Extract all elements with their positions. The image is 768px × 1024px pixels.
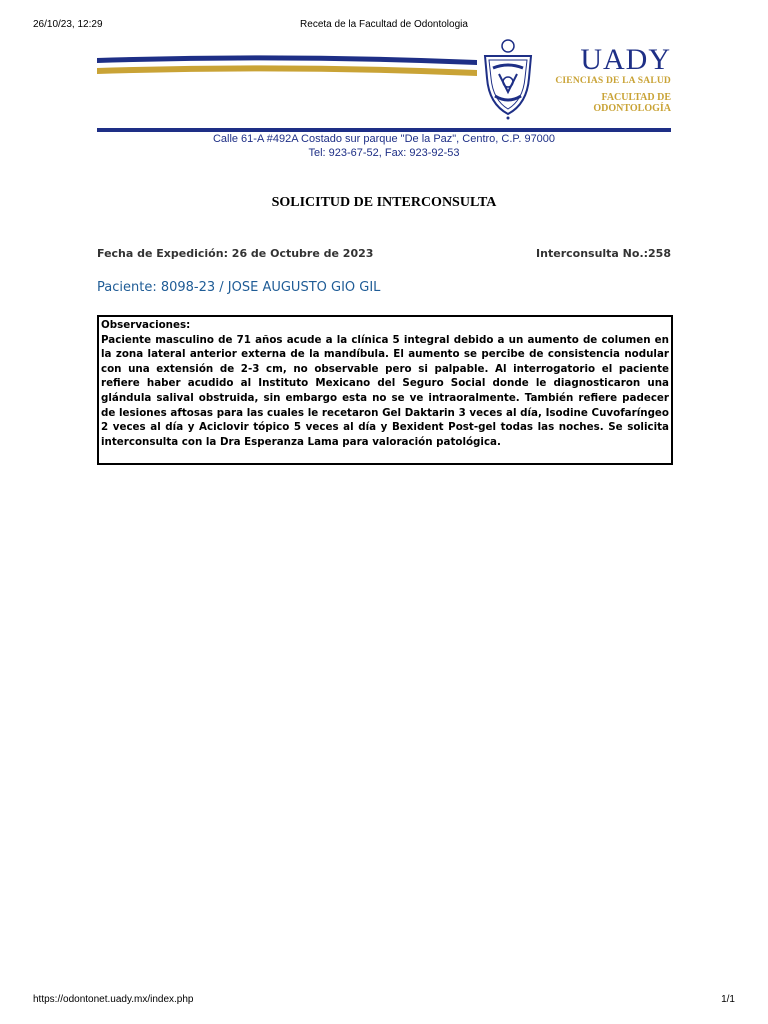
brand-block	[537, 43, 671, 114]
brand-subtitle: CIENCIAS DE LA SALUD	[555, 76, 671, 86]
print-datetime: 26/10/23, 12:29	[33, 19, 103, 30]
print-page-title: Receta de la Facultad de Odontologia	[300, 19, 468, 30]
print-page-number: 1/1	[721, 994, 735, 1005]
university-seal-icon	[479, 38, 537, 120]
faculty-line-2: ODONTOLOGÍA	[593, 103, 671, 114]
issue-date: Fecha de Expedición: 26 de Octubre de 2023	[97, 247, 374, 260]
brand-name: UADY	[580, 43, 671, 76]
address-line: Calle 61-A #492A Costado sur parque "De la Paz", Centro, C.P. 97000	[212, 133, 556, 145]
faculty-line-1: FACULTAD DE	[601, 92, 671, 103]
observations-text: Paciente masculino de 71 años acude a la clínica 5 integral debido a un aumento de columen en la zona lateral anterior externa de la mandíbula. El aumento se percibe de consistencia nodular con una extensión de 2-3 cm, no observable pero si palpable. Al interrogatorio el paciente refiere haber acudido al Instituto Mexicano del Seguro Social donde le diagnosticaron una glándula salival obstruida, sin embargo esta no se ve intraoralmente. También refiere padecer de lesiones aftosas para las cuales le recetaron Gel Daktarin 3 veces al día, Isodine Cuvofaríngeo 2 veces al día y Aciclovir tópico 5 veces al día y Bexident Post-gel todas las noches. Se solicita interconsulta con la Dra Esperanza Lama para valoración patológica.	[101, 333, 669, 448]
print-url: https://odontonet.uady.mx/index.php	[33, 994, 194, 1005]
phone-line: Tel: 923-67-52, Fax: 923-92-53	[308, 147, 460, 159]
letterhead	[97, 38, 671, 133]
consult-number: Interconsulta No.:258	[536, 247, 671, 260]
observations-label: Observaciones:	[101, 319, 191, 331]
letterhead-stripes	[97, 38, 477, 88]
observations-box	[97, 315, 673, 465]
document-title: SOLICITUD DE INTERCONSULTA	[271, 195, 497, 210]
patient-line: Paciente: 8098-23 / JOSE AUGUSTO GIO GIL	[97, 280, 381, 295]
address-block	[0, 132, 768, 160]
